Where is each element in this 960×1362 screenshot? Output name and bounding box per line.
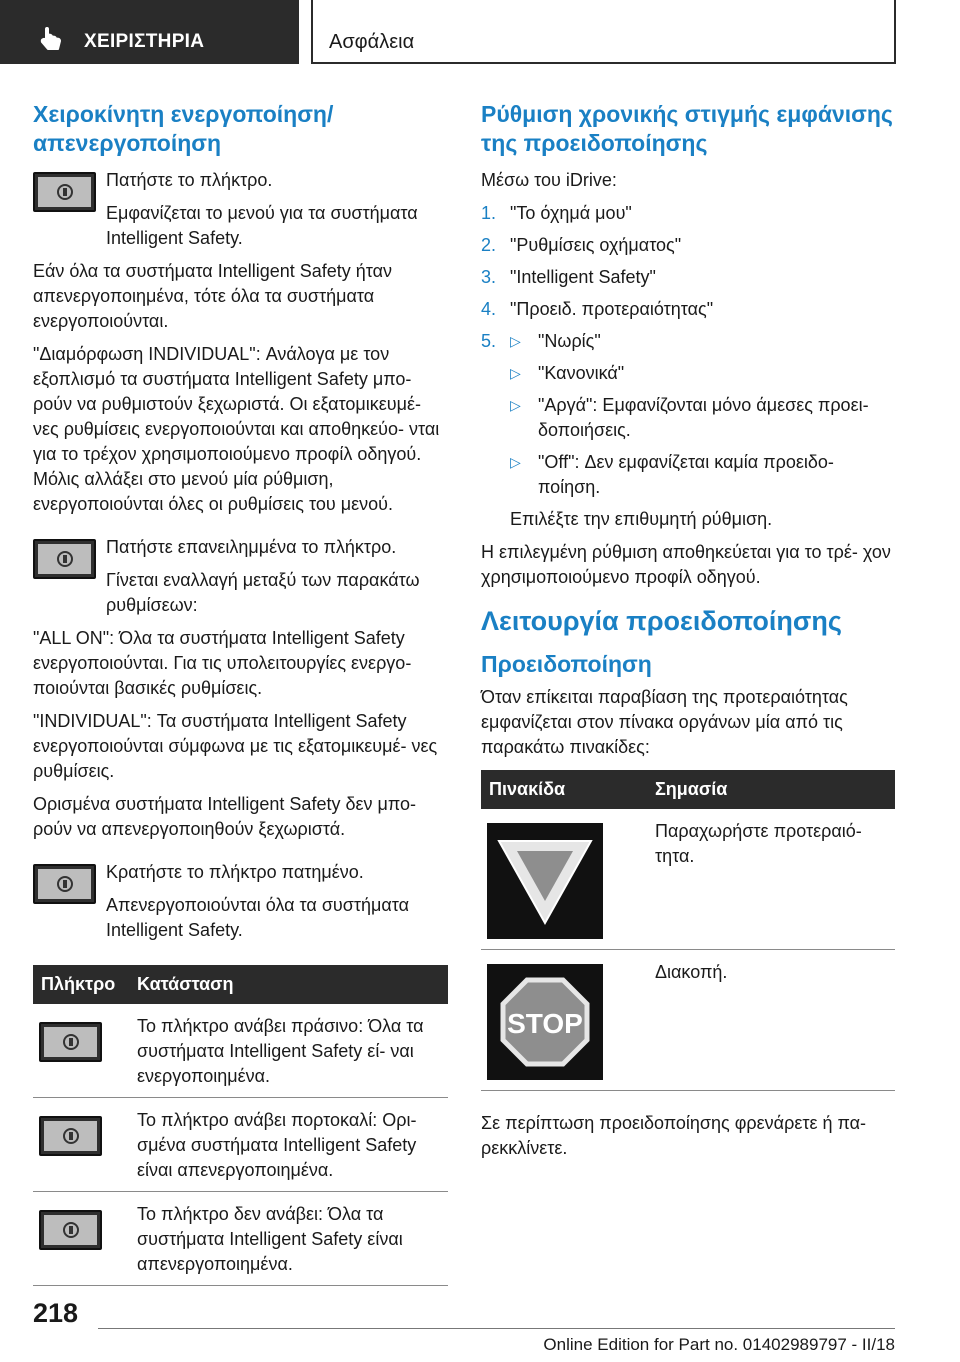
intelligent-safety-button-icon [33,539,96,579]
table-row [33,1098,448,1192]
button-off-icon [39,1210,102,1250]
heading-warning-timing: Ρύθμιση χρονικής στιγμής εμφάνισης της προειδοποίησης [481,101,893,156]
list-item: 5. ▷ "Νωρίς" ▷ "Κανονικά" ▷ "Αργά": Εμφανίζονται μόνο άμεσες προει- δοποιήσεις. ▷ "Off": Δεν εμφανίζεται καμία προειδο- ποίηση. [481,329,895,500]
intelligent-safety-button-icon [33,864,96,904]
button-green-icon [39,1022,102,1062]
option-item: ▷ "Αργά": Εμφανίζονται μόνο άμεσες προει- δοποιήσεις. [510,395,869,440]
list-item: 3. "Intelligent Safety" [481,267,656,287]
hold-button-row [33,860,448,943]
status-cell: Το πλήκτρο ανάβει πράσινο: Όλα τα συστήματα Intelligent Safety εί- ναι ενεργοποιημένα. [129,1004,448,1098]
table-row [481,950,895,1091]
list-item: 4. "Προειδ. προτεραιότητας" [481,299,714,319]
section-tab [0,0,299,64]
toggle-text: Γίνεται εναλλαγή μεταξύ των παρακάτω ρυθμίσεων: [106,570,420,615]
heading-manual-activation: Χειροκίνητη ενεργοποίηση/ απενεργοποίηση [33,101,334,156]
menu-shows-text: Εμφανίζεται το μενού για τα συστήματα Intelligent Safety. [106,203,418,248]
edition-text: Online Edition for Part no. 01402989797 - II/18 [543,1335,895,1354]
meaning-cell: Παραχωρήστε προτεραιό- τητα. [647,809,895,950]
list-item: 2. "Ρυθμίσεις οχήματος" [481,235,682,255]
stop-sign-icon [487,964,603,1080]
page-number: 218 [33,1298,79,1328]
select-setting-text: Επιλέξτε την επιθυμητή ρύθμιση. [510,509,773,529]
press-button-row [33,168,448,251]
button-orange-icon [39,1116,102,1156]
meaning-cell: Διακοπή. [647,950,895,1091]
status-cell: Το πλήκτρο δεν ανάβει: Όλα τα συστήματα Intelligent Safety είναι απενεργοποιημένα. [129,1192,448,1286]
all-deactivated-text: Απενεργοποιούνται όλα τα συστήματα Intelligent Safety. [106,895,410,940]
col-header-button: Πλήκτρο [33,965,129,1004]
steps-list [481,201,895,500]
yield-sign-icon [487,823,603,939]
table-row [481,809,895,950]
individual-text: "INDIVIDUAL": Τα συστήματα Intelligent Safety ενεργοποιούνται σύμφωνα με τις εξατομικευμέ- νες ρυθμίσεις. [33,711,438,781]
para-individual: "Διαμόρφωση INDIVIDUAL": Ανάλογα με τον εξοπλισμό τα συστήματα Intelligent Safety μπο- ρούν να ρυθμιστούν ξεχωριστά. Οι εξατομικευμέ- νες ρυθμίσεις ενεργοποιούνται και αποθηκεύο- νται για το τρέχον χρησιμοποιούμενο προφίλ οδηγού. Μόλις αλλάξει στο μενού μία ρύθμιση, ενεργοποιούνται όλες οι ρυθμίσεις του μενού. [33,344,440,514]
option-item: ▷ "Off": Δεν εμφανίζεται καμία προειδο- ποίηση. [510,452,834,497]
table-row [33,1192,448,1286]
heading-warning-function: Λειτουργία προειδοποίησης [481,606,842,636]
options-list [510,329,895,500]
press-button-text: Πατήστε το πλήκτρο. [106,170,273,190]
svg-text:STOP: STOP [507,1008,583,1039]
section-title: ΧΕΙΡΙΣΤΗΡΙΑ [84,31,205,52]
intelligent-safety-button-icon [33,172,96,212]
all-on-text: "ALL ON": Όλα τα συστήματα Intelligent Safety ενεργοποιούνται. Για τις υπολειτουργίες ενεργο- ποιούνται βασικές ρυθμίσεις. [33,628,412,698]
triangle-bullet-icon: ▷ [510,365,521,381]
chapter-tab [311,0,896,64]
col-header-meaning: Σημασία [647,770,895,809]
press-repeat-text: Πατήστε επανειλημμένα το πλήκτρο. [106,537,397,557]
option-item: ▷ "Νωρίς" [510,329,895,354]
right-column [481,100,895,1169]
via-idrive-text: Μέσω του iDrive: [481,170,617,190]
para-all-off: Εάν όλα τα συστήματα Intelligent Safety ήταν απενεργοποιημένα, τότε όλα τα συστήματα ενεργοποιούνται. [33,261,393,331]
page-header [0,0,960,66]
hold-button-text: Κρατήστε το πλήκτρο πατημένο. [106,862,364,882]
press-repeat-row [33,535,448,618]
footer-divider [98,1328,895,1329]
option-item: ▷ "Κανονικά" [510,361,895,386]
col-header-status: Κατάσταση [129,965,448,1004]
table-row [33,1004,448,1098]
col-header-sign: Πινακίδα [481,770,647,809]
heading-warning: Προειδοποίηση [481,651,652,677]
button-status-table [33,965,448,1286]
warning-text: Όταν επίκειται παραβίαση της προτεραιότητας εμφανίζεται στον πίνακα οργάνων μία από τις παρακάτω πινακίδες: [481,687,848,757]
status-cell: Το πλήκτρο ανάβει πορτοκαλί: Ορι- σμένα συστήματα Intelligent Safety είναι απενεργοποιημένα. [129,1098,448,1192]
triangle-bullet-icon: ▷ [510,397,521,413]
warning-signs-table [481,770,895,1091]
chapter-title: Ασφάλεια [329,31,415,53]
list-item: 1. "Το όχημά μου" [481,203,632,223]
brake-text: Σε περίπτωση προειδοποίησης φρενάρετε ή πα- ρεκκλίνετε. [481,1113,867,1158]
hand-icon [38,26,64,52]
triangle-bullet-icon: ▷ [510,333,521,349]
triangle-bullet-icon: ▷ [510,454,521,470]
saved-text: Η επιλεγμένη ρύθμιση αποθηκεύεται για το τρέ- χον χρησιμοποιούμενο προφίλ οδηγού. [481,542,891,587]
left-column [33,100,448,1286]
some-systems-text: Ορισμένα συστήματα Intelligent Safety δεν μπο- ρούν να απενεργοποιηθούν ξεχωριστά. [33,794,417,839]
